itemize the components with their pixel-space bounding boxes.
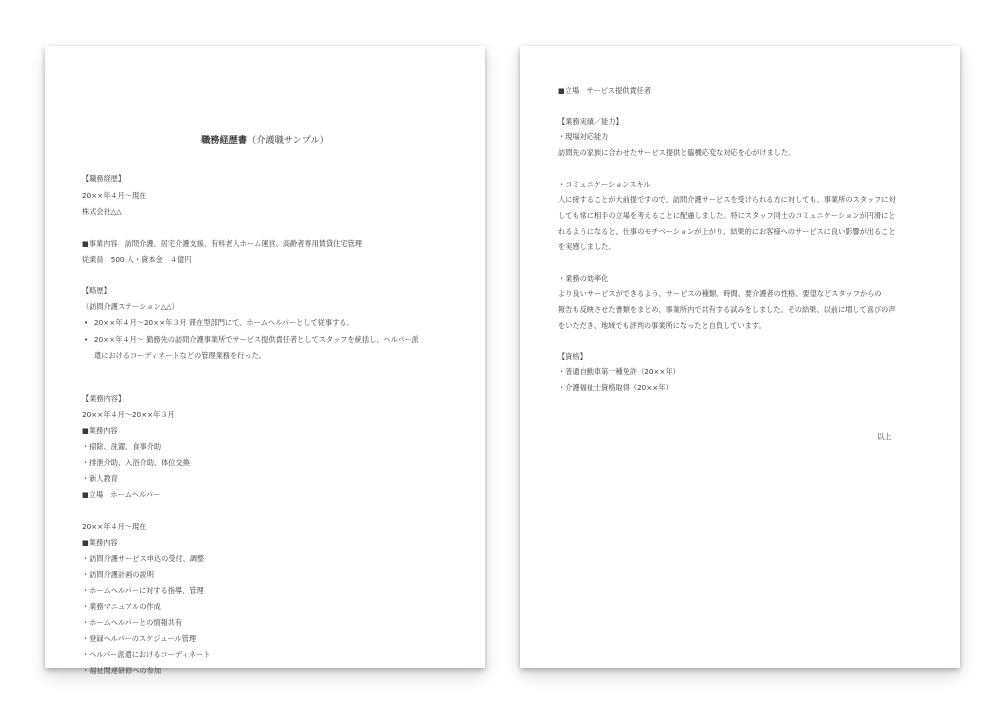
history-item: • 20××年４月～20××年３月 滞在型部門にて、ホームヘルパーとして従事する。 (82, 318, 354, 327)
qualification-item: ・普通自動車第一種免許（20××年） (558, 367, 680, 376)
period2-duty: ・ホームヘルパーとの情報共有 (82, 618, 183, 627)
skill-description: より良いサービスができるよう、サービスの種類、時間、要介護者の性格、要望などスタッフからの (558, 289, 882, 298)
skill-description: を実感しました。 (558, 242, 616, 251)
period2-duty: ・ヘルパー派遣におけるコーディネート (82, 650, 211, 659)
closing-mark: 以上 (877, 432, 892, 441)
qualifications-heading: 【資格】 (558, 352, 587, 361)
document-page-2 (520, 46, 960, 668)
duties-heading: 【業務内容】 (82, 394, 126, 403)
period2-duty: ・登録ヘルパーのスケジュール管理 (82, 634, 197, 643)
skill-description: しても常に相手の立場を考えることに配慮しました。特にスタッフ同士のコミュニケーションが円滑にと (558, 211, 896, 220)
skill-description: 報告も反映させた書類をまとめ、事業所内で共有する試みをしました。その結果、以前に増して喜びの声 (558, 305, 896, 314)
skill-description: 人に接することが大前提ですので、訪問介護サービスを受けられる方に対しても、事業所のスタッフに対 (558, 195, 896, 204)
title-main: 職務経歴書 (201, 135, 248, 146)
period2-duty: ・ホームヘルパーに対する指導、管理 (82, 586, 204, 595)
period1-range: 20××年４月～20××年３月 (82, 410, 175, 419)
skill-title: ・現場対応能力 (558, 132, 609, 141)
period1-duty: ・掃除、洗濯、食事介助 (82, 442, 162, 451)
current-role: ■立場 サービス提供責任者 (558, 86, 652, 95)
company-size: 従業員 500 人・資本金 ４億円 (82, 255, 192, 264)
document-title (45, 132, 485, 146)
skill-description: 訪問先の家族に合わせたサービス提供と臨機応変な対応を心がけました。 (558, 148, 796, 157)
history-item: • 20××年４月～ 勤務先の訪問介護事業所でサービス提供責任者としてスタッフを統括し、ヘルパー派 (82, 335, 419, 344)
period1-duty: ・新人教育 (82, 474, 118, 483)
period2-duty: ・訪問介護サービス申込の受付、調整 (82, 554, 205, 563)
period2-duty: ・業務マニュアルの作成 (82, 602, 161, 611)
summary-period: 20××年４月～現在 (82, 191, 147, 200)
period2-duties-label: ■業務内容 (82, 538, 118, 547)
period1-duties-label: ■業務内容 (82, 426, 118, 435)
qualification-item: ・介護福祉士資格取得（20××年） (558, 383, 673, 392)
skill-description: をいただき、地域でも評判の事業所になったと自負しています。 (558, 321, 766, 330)
achievements-heading: 【業務実績／能力】 (558, 117, 623, 126)
period1-role: ■立場 ホームヘルパー (82, 490, 161, 499)
skill-title: ・業務の効率化 (558, 274, 609, 283)
history-heading: 【略歴】 (82, 286, 111, 295)
skill-description: れるようになると、仕事のモチベーションが上がり、結果的にお客様へのサービスに良い影響が出ること (558, 227, 896, 236)
period2-duty: ・福祉関連研修への参加 (82, 666, 162, 675)
period2-range: 20××年４月～現在 (82, 522, 147, 531)
history-item-continued: 遣におけるコーディネートなどの管理業務を行った。 (94, 351, 266, 360)
history-organization: （訪問介護ステーション△△） (82, 302, 179, 311)
period2-duty: ・訪問介護計画の説明 (82, 570, 154, 579)
skill-title: ・コミュニケーションスキル (558, 180, 651, 189)
period1-duty: ・排泄介助、入浴介助、体位交換 (82, 458, 190, 467)
business-description: ■事業内容 訪問介護、居宅介護支援、有料老人ホーム運営、高齢者専用賃貸住宅管理 (82, 239, 362, 248)
title-sub: （介護職サンプル） (247, 135, 329, 146)
document-page-1 (45, 46, 485, 675)
company-name: 株式会社△△ (82, 207, 122, 216)
summary-heading: 【職務経歴】 (82, 174, 126, 183)
